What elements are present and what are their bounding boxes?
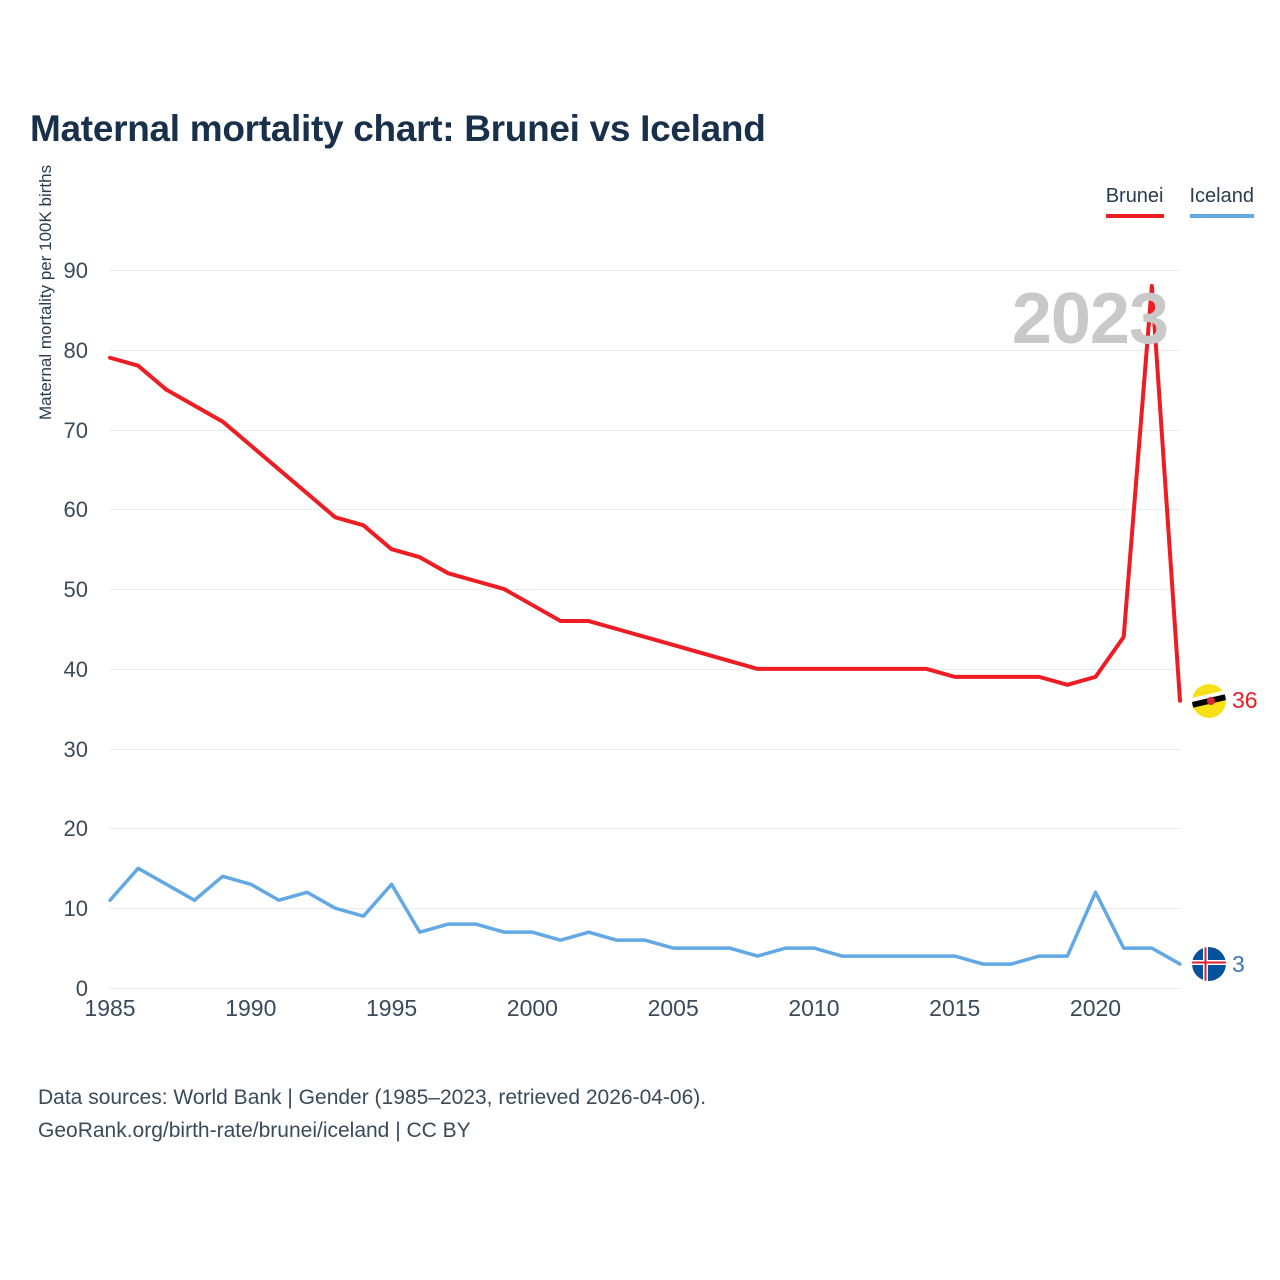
chart-legend <box>1106 185 1254 218</box>
x-axis-tick-label: 1985 <box>84 995 136 1021</box>
footer-line-2: GeoRank.org/birth-rate/brunei/iceland | CC BY <box>38 1118 471 1142</box>
year-watermark: 2023 <box>1011 279 1168 359</box>
x-axis-tick-label: 1990 <box>225 995 277 1021</box>
y-axis-tick-label: 30 <box>63 736 88 762</box>
y-axis-tick-label: 60 <box>63 497 88 523</box>
y-axis-tick-label: 80 <box>63 337 88 363</box>
x-axis-tick-label: 2015 <box>929 995 981 1021</box>
chart-lines <box>110 270 1180 988</box>
series-line-iceland <box>110 868 1180 964</box>
endpoint-iceland <box>1192 947 1245 981</box>
y-axis-tick-label: 40 <box>63 656 88 682</box>
y-axis-tick-label: 20 <box>63 816 88 842</box>
x-axis-tick-label: 2005 <box>647 995 699 1021</box>
endpoint-value-brunei: 36 <box>1232 687 1258 714</box>
y-axis-tick-label: 50 <box>63 577 88 603</box>
x-axis-tick-label: 2010 <box>788 995 840 1021</box>
legend-item-iceland[interactable]: Iceland <box>1190 185 1255 218</box>
y-axis-tick-label: 70 <box>63 417 88 443</box>
x-axis-tick-label: 2020 <box>1069 995 1122 1021</box>
footer-line-1: Data sources: World Bank | Gender (1985–2023, retrieved 2026-04-06). <box>38 1086 707 1109</box>
y-axis-label: Maternal mortality per 100K births <box>36 164 55 420</box>
iceland-flag-icon <box>1192 947 1226 981</box>
x-axis-tick-label: 2000 <box>506 995 558 1021</box>
footer-sources <box>38 1082 706 1147</box>
endpoint-value-iceland: 3 <box>1232 950 1245 977</box>
legend-item-brunei[interactable]: Brunei <box>1106 185 1164 218</box>
plot-area <box>110 270 1180 988</box>
page-title: Maternal mortality chart: Brunei vs Iceland <box>30 108 766 149</box>
y-axis-tick-label: 10 <box>63 896 88 922</box>
brunei-flag-icon <box>1192 684 1226 718</box>
gridline <box>110 988 1180 989</box>
x-axis-ticks <box>84 995 1180 1035</box>
y-axis-tick-label: 90 <box>63 258 88 283</box>
x-axis-tick-label: 1995 <box>365 995 418 1021</box>
y-axis-tick-label: 0 <box>75 976 88 1001</box>
endpoint-brunei <box>1192 684 1258 718</box>
